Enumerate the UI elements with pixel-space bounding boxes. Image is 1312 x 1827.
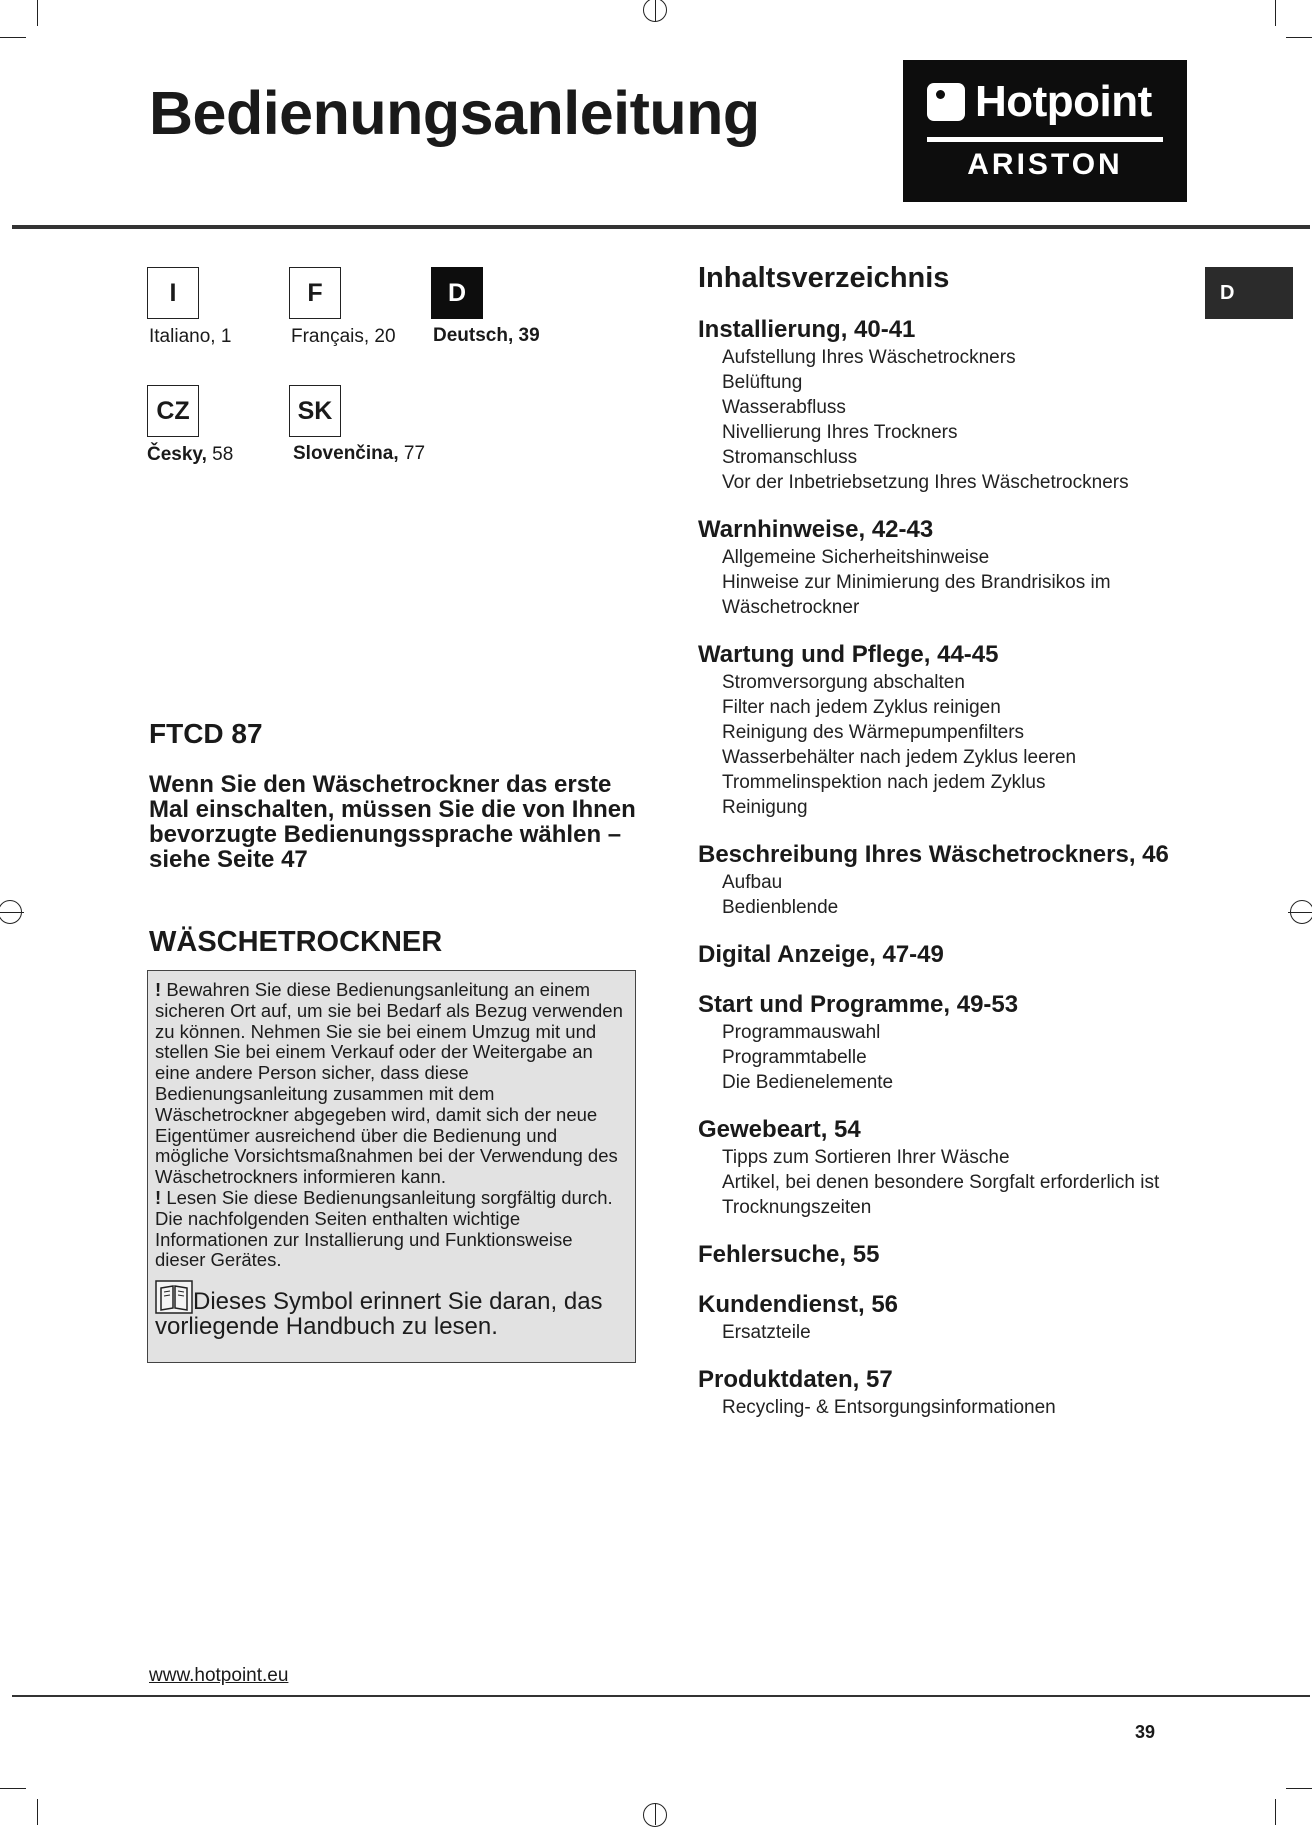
page-number: 39 <box>1135 1722 1156 1742</box>
safety-info-box <box>147 970 636 1363</box>
hotpoint-logo-icon <box>927 83 965 121</box>
language-notice: Wenn Sie den Wäschetrockner das erste Mal einschalten, müssen Sie die von Ihnen bevorzugte Bedienungssprache wählen – siehe Seite 47 <box>149 771 636 873</box>
toc-item[interactable]: Bedienblende <box>722 897 839 918</box>
crop-mark <box>1286 1788 1312 1789</box>
language-label-de: Deutsch, 39 <box>433 325 540 346</box>
toc-item[interactable]: Programmauswahl <box>722 1022 881 1043</box>
toc-item[interactable]: Vor der Inbetriebsetzung Ihres Wäschetrockners <box>722 472 1129 493</box>
logo-divider <box>927 137 1163 142</box>
toc-section <box>698 1290 1218 1345</box>
registration-mark <box>1288 912 1312 913</box>
page-title: Bedienungsanleitung <box>149 79 760 147</box>
registration-mark <box>655 0 656 22</box>
crop-mark <box>0 1788 26 1789</box>
language-label-fr: Français, 20 <box>291 326 396 347</box>
toc-section <box>698 315 1218 495</box>
toc-item[interactable]: Belüftung <box>722 372 803 393</box>
toc-item[interactable]: Programmtabelle <box>722 1047 867 1068</box>
brand-logo <box>903 60 1187 202</box>
toc-heading[interactable]: Warnhinweise, 42-43 <box>698 516 934 543</box>
info-paragraph-2: ! Lesen Sie diese Bedienungsanleitung sorgfältig durch. Die nachfolgenden Seiten enthalten wichtige Informationen zur Installierung und Funktionsweise dieser Gerätes. <box>155 1186 613 1271</box>
toc-item[interactable]: Allgemeine Sicherheitshinweise <box>722 547 990 568</box>
crop-mark <box>1286 37 1312 38</box>
section-title: WÄSCHETROCKNER <box>149 926 443 958</box>
toc-section <box>698 640 1218 820</box>
toc-section <box>698 515 1218 620</box>
toc-item[interactable]: Stromversorgung abschalten <box>722 672 965 693</box>
exclamation-icon: ! <box>155 979 162 1000</box>
crop-mark <box>1275 1799 1276 1825</box>
registration-mark <box>655 1803 656 1825</box>
toc-item[interactable]: Wasserabfluss <box>722 397 846 418</box>
language-box-fr[interactable]: F <box>289 267 341 319</box>
table-of-contents <box>698 315 1218 1440</box>
toc-section <box>698 990 1218 1095</box>
language-label-cz: Česky, 58 <box>147 444 234 465</box>
manual-book-icon <box>155 1280 193 1314</box>
toc-section <box>698 1240 1218 1270</box>
language-box-de[interactable]: D <box>431 267 483 319</box>
info-paragraph-1: ! Bewahren Sie diese Bedienungsanleitung an einem sicheren Ort auf, um sie bei Bedarf als Bezug verwenden zu können. Nehmen Sie sie bei einem Umzug mit und stellen Sie bei einem Verkauf oder der Weitergabe an eine andere Person sicher, dass diese Bedienungsanleitung zusammen mit dem Wäschetrockner abgegeben wird, damit sich der neue Eigentümer ausreichend über die Bedienung und mögliche Vorsichtsmaßnahmen bei der Verwendung des Wäschetrockners informieren kann. <box>155 979 623 1188</box>
toc-heading[interactable]: Start und Programme, 49-53 <box>698 991 1019 1018</box>
toc-section <box>698 1365 1218 1420</box>
header-rule <box>12 225 1310 229</box>
brand-name: Hotpoint <box>975 77 1152 126</box>
language-label-it: Italiano, 1 <box>149 326 232 347</box>
crop-mark <box>1275 0 1276 26</box>
toc-section <box>698 1115 1218 1220</box>
registration-mark <box>0 912 24 913</box>
toc-title: Inhaltsverzeichnis <box>698 262 950 294</box>
toc-item[interactable]: Recycling- & Entsorgungsinformationen <box>722 1397 1056 1418</box>
model-number: FTCD 87 <box>149 718 263 749</box>
toc-heading[interactable]: Produktdaten, 57 <box>698 1366 893 1393</box>
toc-item[interactable]: Die Bedienelemente <box>722 1072 894 1093</box>
toc-item[interactable]: Stromanschluss <box>722 447 858 468</box>
toc-item[interactable]: Filter nach jedem Zyklus reinigen <box>722 697 1001 718</box>
toc-item[interactable]: Wasserbehälter nach jedem Zyklus leeren <box>722 747 1077 768</box>
toc-item[interactable]: Reinigung <box>722 797 808 818</box>
toc-item[interactable]: Aufstellung Ihres Wäschetrockners <box>722 347 1016 368</box>
toc-heading[interactable]: Digital Anzeige, 47-49 <box>698 941 944 968</box>
toc-item[interactable]: Tipps zum Sortieren Ihrer Wäsche <box>722 1147 1010 1168</box>
toc-heading[interactable]: Wartung und Pflege, 44-45 <box>698 641 999 668</box>
language-box-cz[interactable]: CZ <box>147 385 199 437</box>
manual-symbol-note: Dieses Symbol erinnert Sie daran, das vorliegende Handbuch zu lesen. <box>155 1280 628 1339</box>
toc-heading[interactable]: Kundendienst, 56 <box>698 1291 899 1318</box>
website-link[interactable]: www.hotpoint.eu <box>149 1665 289 1686</box>
brand-subname: ARISTON <box>967 148 1123 181</box>
footer-rule <box>12 1695 1310 1697</box>
toc-item[interactable]: Wäschetrockner <box>722 597 860 618</box>
toc-heading[interactable]: Fehlersuche, 55 <box>698 1241 880 1268</box>
language-box-it[interactable]: I <box>147 267 199 319</box>
toc-item[interactable]: Nivellierung Ihres Trockners <box>722 422 958 443</box>
toc-heading[interactable]: Beschreibung Ihres Wäschetrockners, 46 <box>698 841 1169 868</box>
exclamation-icon: ! <box>155 1186 162 1208</box>
language-box-sk[interactable]: SK <box>289 385 341 437</box>
toc-heading[interactable]: Gewebeart, 54 <box>698 1116 861 1143</box>
toc-item[interactable]: Hinweise zur Minimierung des Brandrisikos im <box>722 572 1111 593</box>
toc-item[interactable]: Trommelinspektion nach jedem Zyklus <box>722 772 1046 793</box>
toc-section <box>698 940 1218 970</box>
toc-item[interactable]: Aufbau <box>722 872 783 893</box>
toc-item[interactable]: Ersatzteile <box>722 1322 811 1343</box>
language-side-tab: D <box>1205 267 1293 319</box>
crop-mark <box>37 0 38 26</box>
toc-heading[interactable]: Installierung, 40-41 <box>698 316 916 343</box>
toc-item[interactable]: Reinigung des Wärmepumpenfilters <box>722 722 1025 743</box>
toc-section <box>698 840 1218 920</box>
crop-mark <box>0 37 26 38</box>
crop-mark <box>37 1799 38 1825</box>
toc-item[interactable]: Trocknungszeiten <box>722 1197 872 1218</box>
toc-item[interactable]: Artikel, bei denen besondere Sorgfalt erforderlich ist <box>722 1172 1160 1193</box>
language-label-sk: Slovenčina, 77 <box>293 443 426 464</box>
